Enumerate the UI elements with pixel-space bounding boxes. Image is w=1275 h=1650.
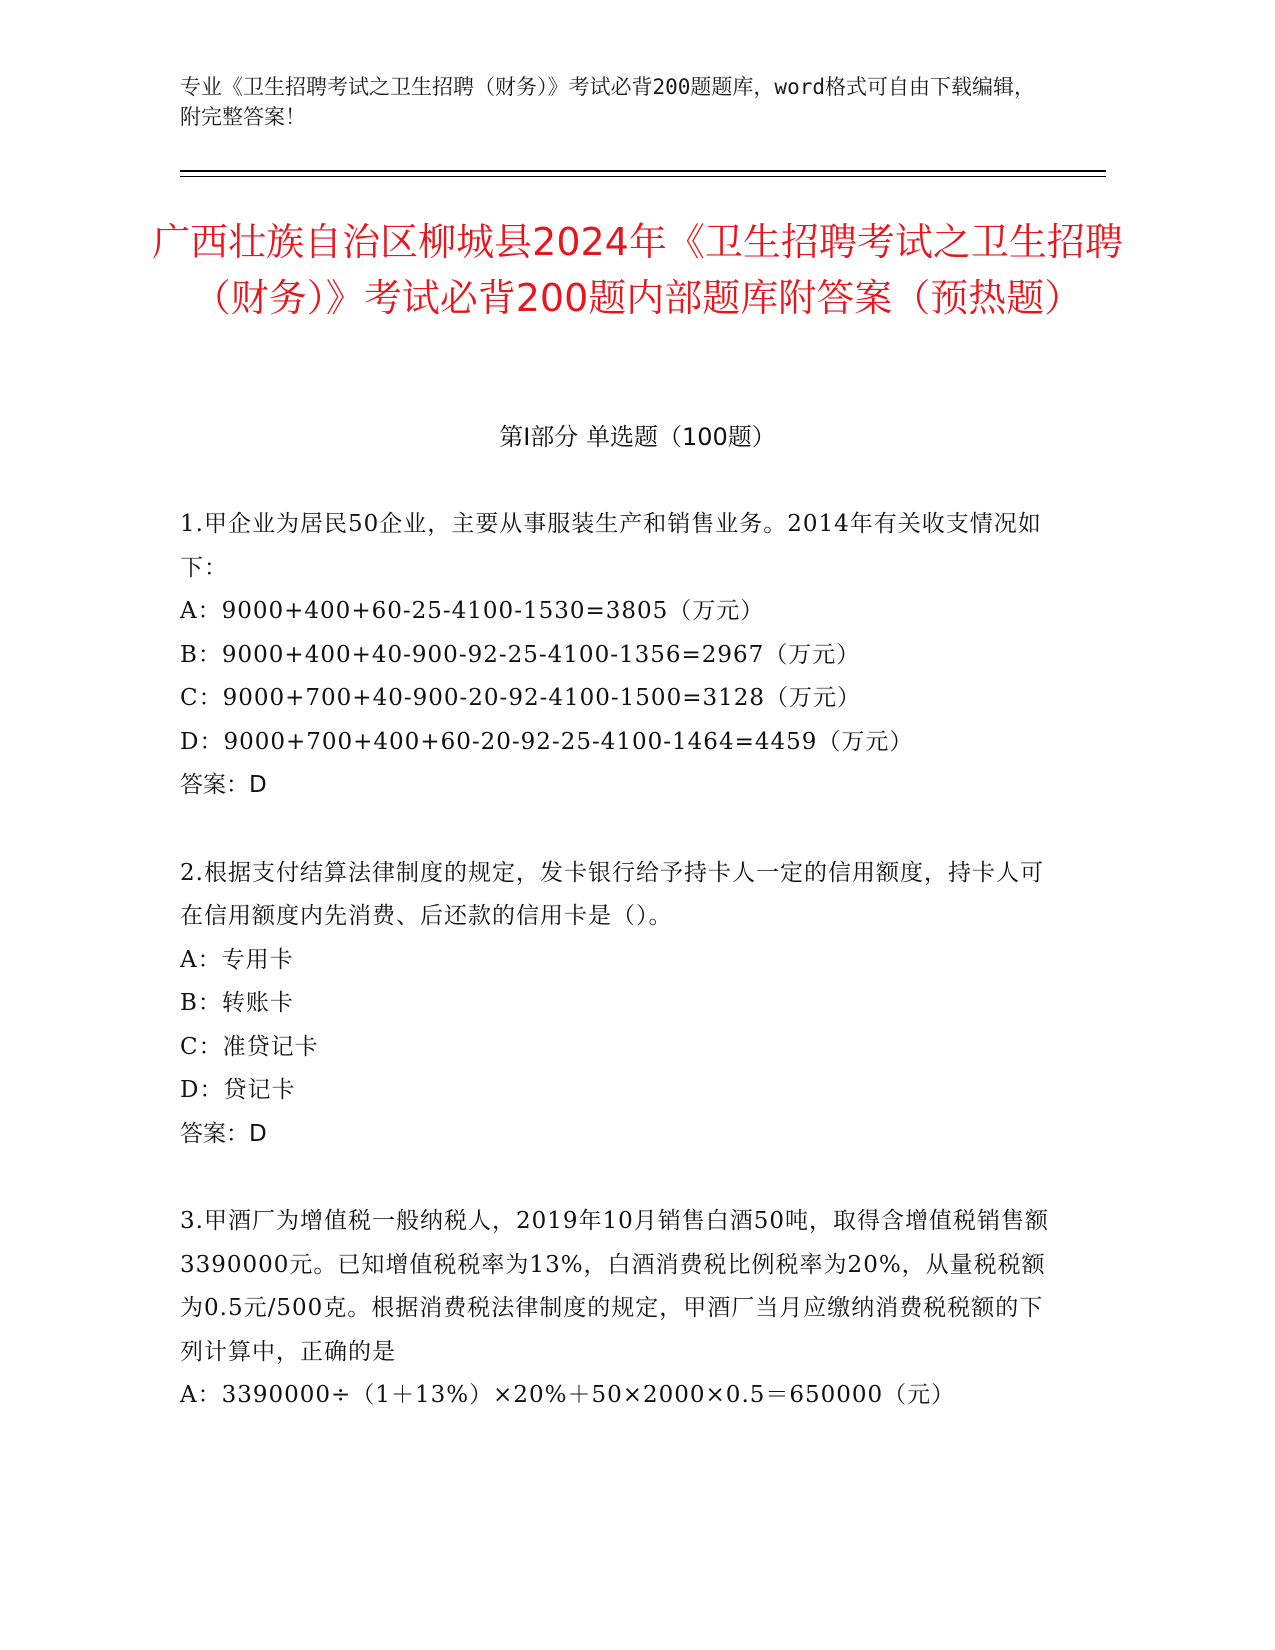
answer: 答案：D [180, 1120, 267, 1147]
option-c: C：准贷记卡 [180, 1033, 319, 1060]
header-note: 专业《卫生招聘考试之卫生招聘（财务）》考试必背200题题库，word格式可自由下载编辑，附完整答案！ [180, 75, 1035, 129]
question-2 [180, 852, 1060, 1157]
section-heading: 第Ⅰ部分 单选题（100题） [499, 423, 776, 451]
option-c: C：9000+700+40-900-20-92-4100-1500=3128（万元） [180, 685, 862, 711]
option-a: A：专用卡 [180, 946, 294, 973]
option-a: A：3390000÷（1＋13%）×20%＋50×2000×0.5＝650000（元） [180, 1382, 956, 1408]
question-stem: 3.甲酒厂为增值税一般纳税人，2019年10月销售白酒50吨，取得含增值税销售额3390000元。已知增值税税率为13%，白酒消费税比例税率为20%，从量税税额为0.5元/500克。根据消费税法律制度的规定，甲酒厂当月应缴纳消费税税额的下列计算中，正确的是 [180, 1208, 1050, 1365]
question-list [180, 503, 1060, 1462]
answer: 答案：D [180, 772, 267, 798]
option-b: B：9000+400+40-900-92-25-4100-1356=2967（万元） [180, 641, 861, 668]
question-3 [180, 1200, 1060, 1418]
option-b: B：转账卡 [180, 990, 294, 1016]
option-d: D：贷记卡 [180, 1077, 296, 1103]
question-stem: 2.根据支付结算法律制度的规定，发卡银行给予持卡人一定的信用额度，持卡人可在信用额度内先消费、后还款的信用卡是（）。 [180, 859, 1044, 929]
option-a: A：9000+400+60-25-4100-1530=3805（万元） [180, 598, 765, 624]
header-divider-thin [180, 176, 1106, 177]
question-stem: 1.甲企业为居民50企业，主要从事服装生产和销售业务。2014年有关收支情况如下： [180, 511, 1042, 581]
question-1 [180, 503, 1060, 808]
option-d: D：9000+700+400+60-20-92-25-4100-1464=4459（万元） [180, 728, 914, 755]
document-title: 广西壮族自治区柳城县2024年《卫生招聘考试之卫生招聘（财务）》考试必背200题内部题库附答案（预热题） [152, 220, 1123, 320]
header-divider-thick [180, 170, 1106, 172]
